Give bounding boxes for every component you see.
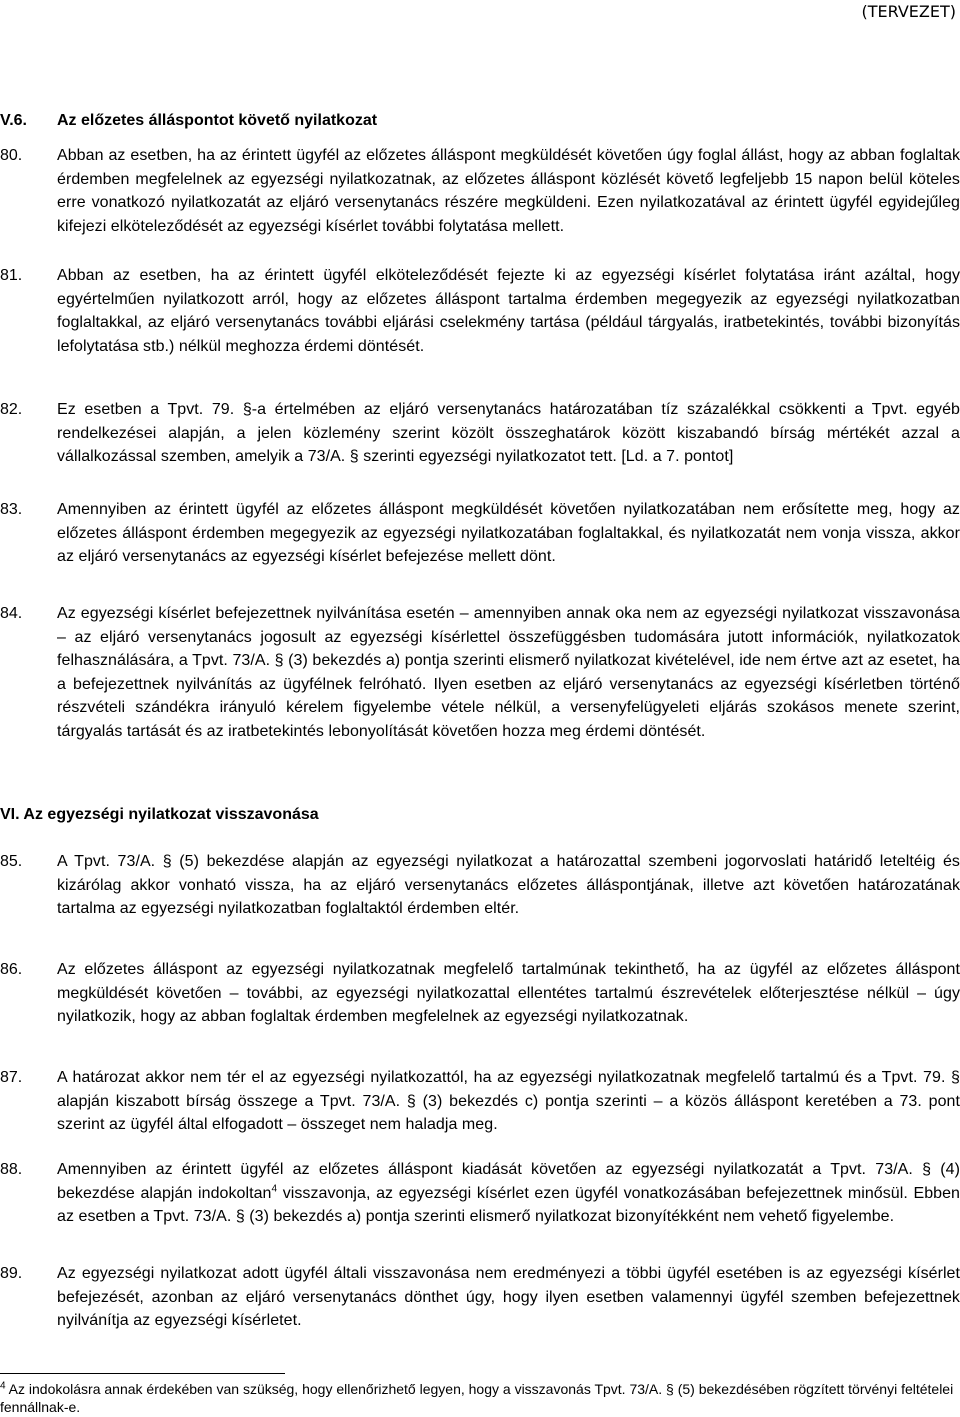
paragraph-87 [0,1066,960,1137]
paragraph-text: Az egyezségi kísérlet befejezettnek nyilvánítása esetén – amennyiben annak oka nem az egyezségi nyilatkozat visszavonása – az eljáró versenytanács jogosult az egyezségi kísérlettel összefüggésben tudomására jutott információk, nyilatkozatok felhasználására, a Tpvt. 73/A. § (3) bekezdés a) pontja szerinti elismerő nyilatkozat kivételével, ide nem értve azt az esetet, ha a befejezettnek nyilvánítás az ügyfélnek felróható. Ilyen esetben az eljáró versenytanács az egyezségi kísérletben történő részvételi szándékra irányuló kérelem figyelembe vétele nélkül, a versenyfelügyeleti eljárás szokásos menete szerint, tárgyalás tartását és az iratbetekintés lebonyolítását követően hozza meg érdemi döntését. [57,605,960,740]
paragraph-text: Az előzetes álláspont az egyezségi nyilatkozatnak megfelelő tartalmúnak tekinthető, ha az ügyfél az előzetes álláspont megküldését követően – további, az egyezségi nyilatkozattal ellentétes tartalmú észrevételek előterjesztése nélkül – úgy nyilatkozik, hogy az abban foglaltak érdemben megfelelnek az egyezségi nyilatkozatnak. [57,961,960,1026]
paragraph-number: 88. [0,1161,23,1178]
paragraph-text-after: visszavonja, az egyezségi kísérlet ezen ügyfél vonatkozásában befejezettnek minősül. Ebben az esetben a Tpvt. 73/A. § (3) bekezdés a) pontja szerinti elismerő nyilatkozat bizonyítékként nem vehető figyelembe. [57,1184,960,1226]
paragraph-86 [0,958,960,1029]
section-title: Az előzetes álláspontot követő nyilatkozat [57,112,378,129]
paragraph-text: Ez esetben a Tpvt. 79. §-a értelmében az eljáró versenytanács határozatában tíz százalékkal csökkenti a Tpvt. egyéb rendelkezései alapján, a jelen közlemény szerint közölt összeghatárok között kiszabandó bírság mértékét azzal a vállalkozással szemben, amelyik a 73/A. § szerinti egyezségi nyilatkozatot tett. [Ld. a 7. pontot] [57,401,960,466]
paragraph-number: 80. [0,147,23,164]
footnote-divider [0,1373,285,1374]
draft-header: (TERVEZET) [861,2,956,21]
paragraph-text: Az egyezségi nyilatkozat adott ügyfél általi visszavonása nem eredményezi a többi ügyfél esetében is az egyezségi kísérlet befejezését, azonban az eljáró versenytanács dönthet úgy, hogy ilyen esetben valamennyi ügyfél szemben befejezettnek nyilvánítja az egyezségi kísérletet. [57,1265,960,1330]
paragraph-number: 89. [0,1265,23,1282]
footnote-number: 4 [0,1380,6,1392]
paragraph-number: 87. [0,1069,23,1086]
section-title-vi: VI. Az egyezségi nyilatkozat visszavonása [0,806,319,823]
paragraph-85 [0,850,960,921]
section-number: V.6. [0,112,27,129]
paragraph-text [57,1158,960,1229]
paragraph-89 [0,1262,960,1333]
paragraph-text-before: Amennyiben az érintett ügyfél az előzetes álláspont kiadását követően az egyezségi nyilatkozatát a Tpvt. 73/A. § (4) bekezdése alapján indokoltan [57,1161,960,1202]
footnote-reference[interactable]: 4 [271,1183,278,1195]
paragraph-number: 81. [0,267,23,284]
paragraph-text: A Tpvt. 73/A. § (5) bekezdése alapján az egyezségi nyilatkozat a határozattal szembeni jogorvoslati határidő leteltéig és kizárólag akkor vonható vissza, ha az eljáró versenytanács előzetes álláspontjának, illetve azt követően határozatának tartalma az egyezségi nyilatkozatban foglaltaktól érdemben eltér. [57,853,960,918]
paragraph-number: 84. [0,605,23,622]
footnote [0,1380,960,1416]
paragraph-number: 82. [0,401,23,418]
paragraph-text: A határozat akkor nem tér el az egyezségi nyilatkozattól, ha az egyezségi nyilatkozatnak megfelelő tartalmú és a Tpvt. 79. § alapján kiszabott bírság összege a Tpvt. 73/A. § (3) bekezdés c) pontja szerinti – a közös álláspont keretében a 73. pont szerint az ügyfél által elfogadott – összeget nem haladja meg. [57,1069,960,1134]
paragraph-number: 83. [0,501,23,518]
paragraph-88 [0,1158,960,1229]
paragraph-number: 85. [0,853,23,870]
paragraph-82 [0,398,960,469]
paragraph-number: 86. [0,961,23,978]
paragraph-83 [0,498,960,569]
footnote-text: Az indokolásra annak érdekében van szükség, hogy ellenőrizhető legyen, hogy a visszavonás Tpvt. 73/A. § (5) bekezdésében rögzített törvényi feltételei fennállnak-e. [0,1381,954,1415]
paragraph-text: Abban az esetben, ha az érintett ügyfél az előzetes álláspont megküldését követően úgy foglal állást, hogy az abban foglaltak érdemben megfelelnek az egyezségi nyilatkozatnak, az előzetes álláspont közlését követő legfeljebb 15 napon belül köteles erre vonatkozó nyilatkozatát az eljáró versenytanács részére megküldeni. Ezen nyilatkozatával az érintett ügyfél egyidejűleg kifejezi elköteleződését az egyezségi kísérlet további folytatása mellett. [57,147,960,235]
paragraph-text: Amennyiben az érintett ügyfél az előzetes álláspont megküldését követően nyilatkozatában nem erősítette meg, hogy az előzetes álláspont érdemben megegyezik az egyezségi nyilatkozatában foglaltakkal, és nyilatkozatát nem vonja vissza, akkor az eljáró versenytanács az egyezségi kísérlet befejezése mellett dönt. [57,501,960,566]
paragraph-text: Abban az esetben, ha az érintett ügyfél elköteleződését fejezte ki az egyezségi kísérlet folytatása iránt azáltal, hogy egyértelműen nyilatkozott arról, hogy az előzetes álláspont tartalma érdemben megegyezik az egyezségi nyilatkozatban foglaltakkal, az eljáró versenytanács további eljárási cselekmény tartása (például tárgyalás, iratbetekintés, további bizonyítás lefolytatása stb.) nélkül meghozza érdemi döntését. [57,267,960,355]
paragraph-80 [0,144,960,238]
paragraph-81 [0,264,960,358]
paragraph-84 [0,602,960,744]
